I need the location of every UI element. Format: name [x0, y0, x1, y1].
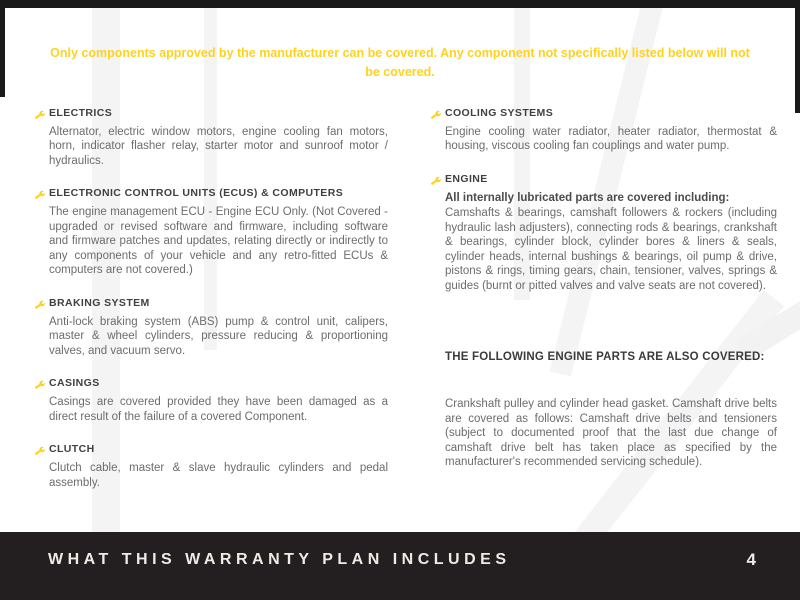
section-clutch [36, 443, 388, 490]
section-engine [432, 173, 777, 294]
wrench-icon [431, 108, 441, 120]
section-body: Casings are covered provided they have been damaged as a direct result of the failure of a covered Component. [49, 396, 388, 423]
section-body: Crankshaft pulley and cylinder head gasket. Camshaft drive belts are covered as follows: Camshaft drive belts and tensioners (subject to documented proof that the last due change of camshaft drive belt has taken place as specified by the manufacturer's recommended servicing schedule). [445, 398, 777, 469]
intro-warning-text: Only components approved by the manufacturer can be covered. Any component not specifically listed below will not be covered. [50, 46, 750, 80]
left-column [36, 107, 388, 510]
wrench-icon [35, 108, 45, 120]
section-casings [36, 377, 388, 424]
section-body: Engine cooling water radiator, heater radiator, thermostat & housing, viscous cooling fan couplings and water pump. [445, 125, 777, 153]
section-title: ELECTRONIC CONTROL UNITS (ECUS) & COMPUTERS [49, 187, 344, 200]
top-border [0, 0, 800, 8]
section-electrics [36, 107, 388, 169]
section-subheading: THE FOLLOWING ENGINE PARTS ARE ALSO COVERED: [445, 351, 765, 364]
section-cooling-systems [432, 107, 777, 154]
section-ecus-computers [36, 187, 388, 278]
right-column [432, 107, 777, 510]
section-title: BRAKING SYSTEM [49, 296, 150, 309]
section-body: Alternator, electric window motors, engine cooling fan motors, horn, indicator flasher relay, starter motor and sunroof motor / hydraulics. [49, 125, 388, 167]
page-number: 4 [746, 550, 756, 569]
section-body: Anti-lock braking system (ABS) pump & control unit, calipers, master & wheel cylinders, pressure reducing & proportioning valves, and vacuum servo. [49, 315, 388, 357]
wrench-icon [35, 378, 45, 390]
section-body: Camshafts & bearings, camshaft followers & rockers (including hydraulic lash adjusters), connecting rods & bearings, crankshaft & bearings, cylinder block, cylinder bores & liners & seals, cylinder heads, internal bushings & bearings, oil pump & drive, pistons & rings, timing gears, chain, tensioner, valves, springs & guides (burnt or pitted valves and valve seats are not covered). [445, 207, 777, 292]
section-body: The engine management ECU - Engine ECU Only. (Not Covered - upgraded or revised software and firmware, including software and firmware patches and updates, relating directly or indirectly to any components of your vehicle and any retro-fitted ECUs & computers are not covered.) [49, 206, 388, 277]
left-corner-border [0, 0, 5, 97]
footer-bar [0, 532, 800, 600]
section-engine-parts-also-covered [432, 351, 777, 470]
wrench-icon [35, 444, 45, 456]
content-columns [0, 107, 800, 510]
section-braking-system [36, 297, 388, 359]
footer-title: WHAT THIS WARRANTY PLAN INCLUDES [48, 551, 511, 568]
section-title: CLUTCH [49, 443, 95, 456]
wrench-icon [35, 298, 45, 310]
wrench-icon [35, 188, 45, 200]
wrench-icon [431, 174, 441, 186]
section-lead: All internally lubricated parts are covered including: [445, 191, 730, 204]
section-title: ENGINE [445, 172, 488, 185]
right-corner-border [795, 0, 800, 113]
section-title: ELECTRICS [49, 106, 113, 119]
section-title: CASINGS [49, 377, 100, 390]
section-title: COOLING SYSTEMS [445, 106, 554, 119]
section-body: Clutch cable, master & slave hydraulic cylinders and pedal assembly. [49, 462, 388, 489]
